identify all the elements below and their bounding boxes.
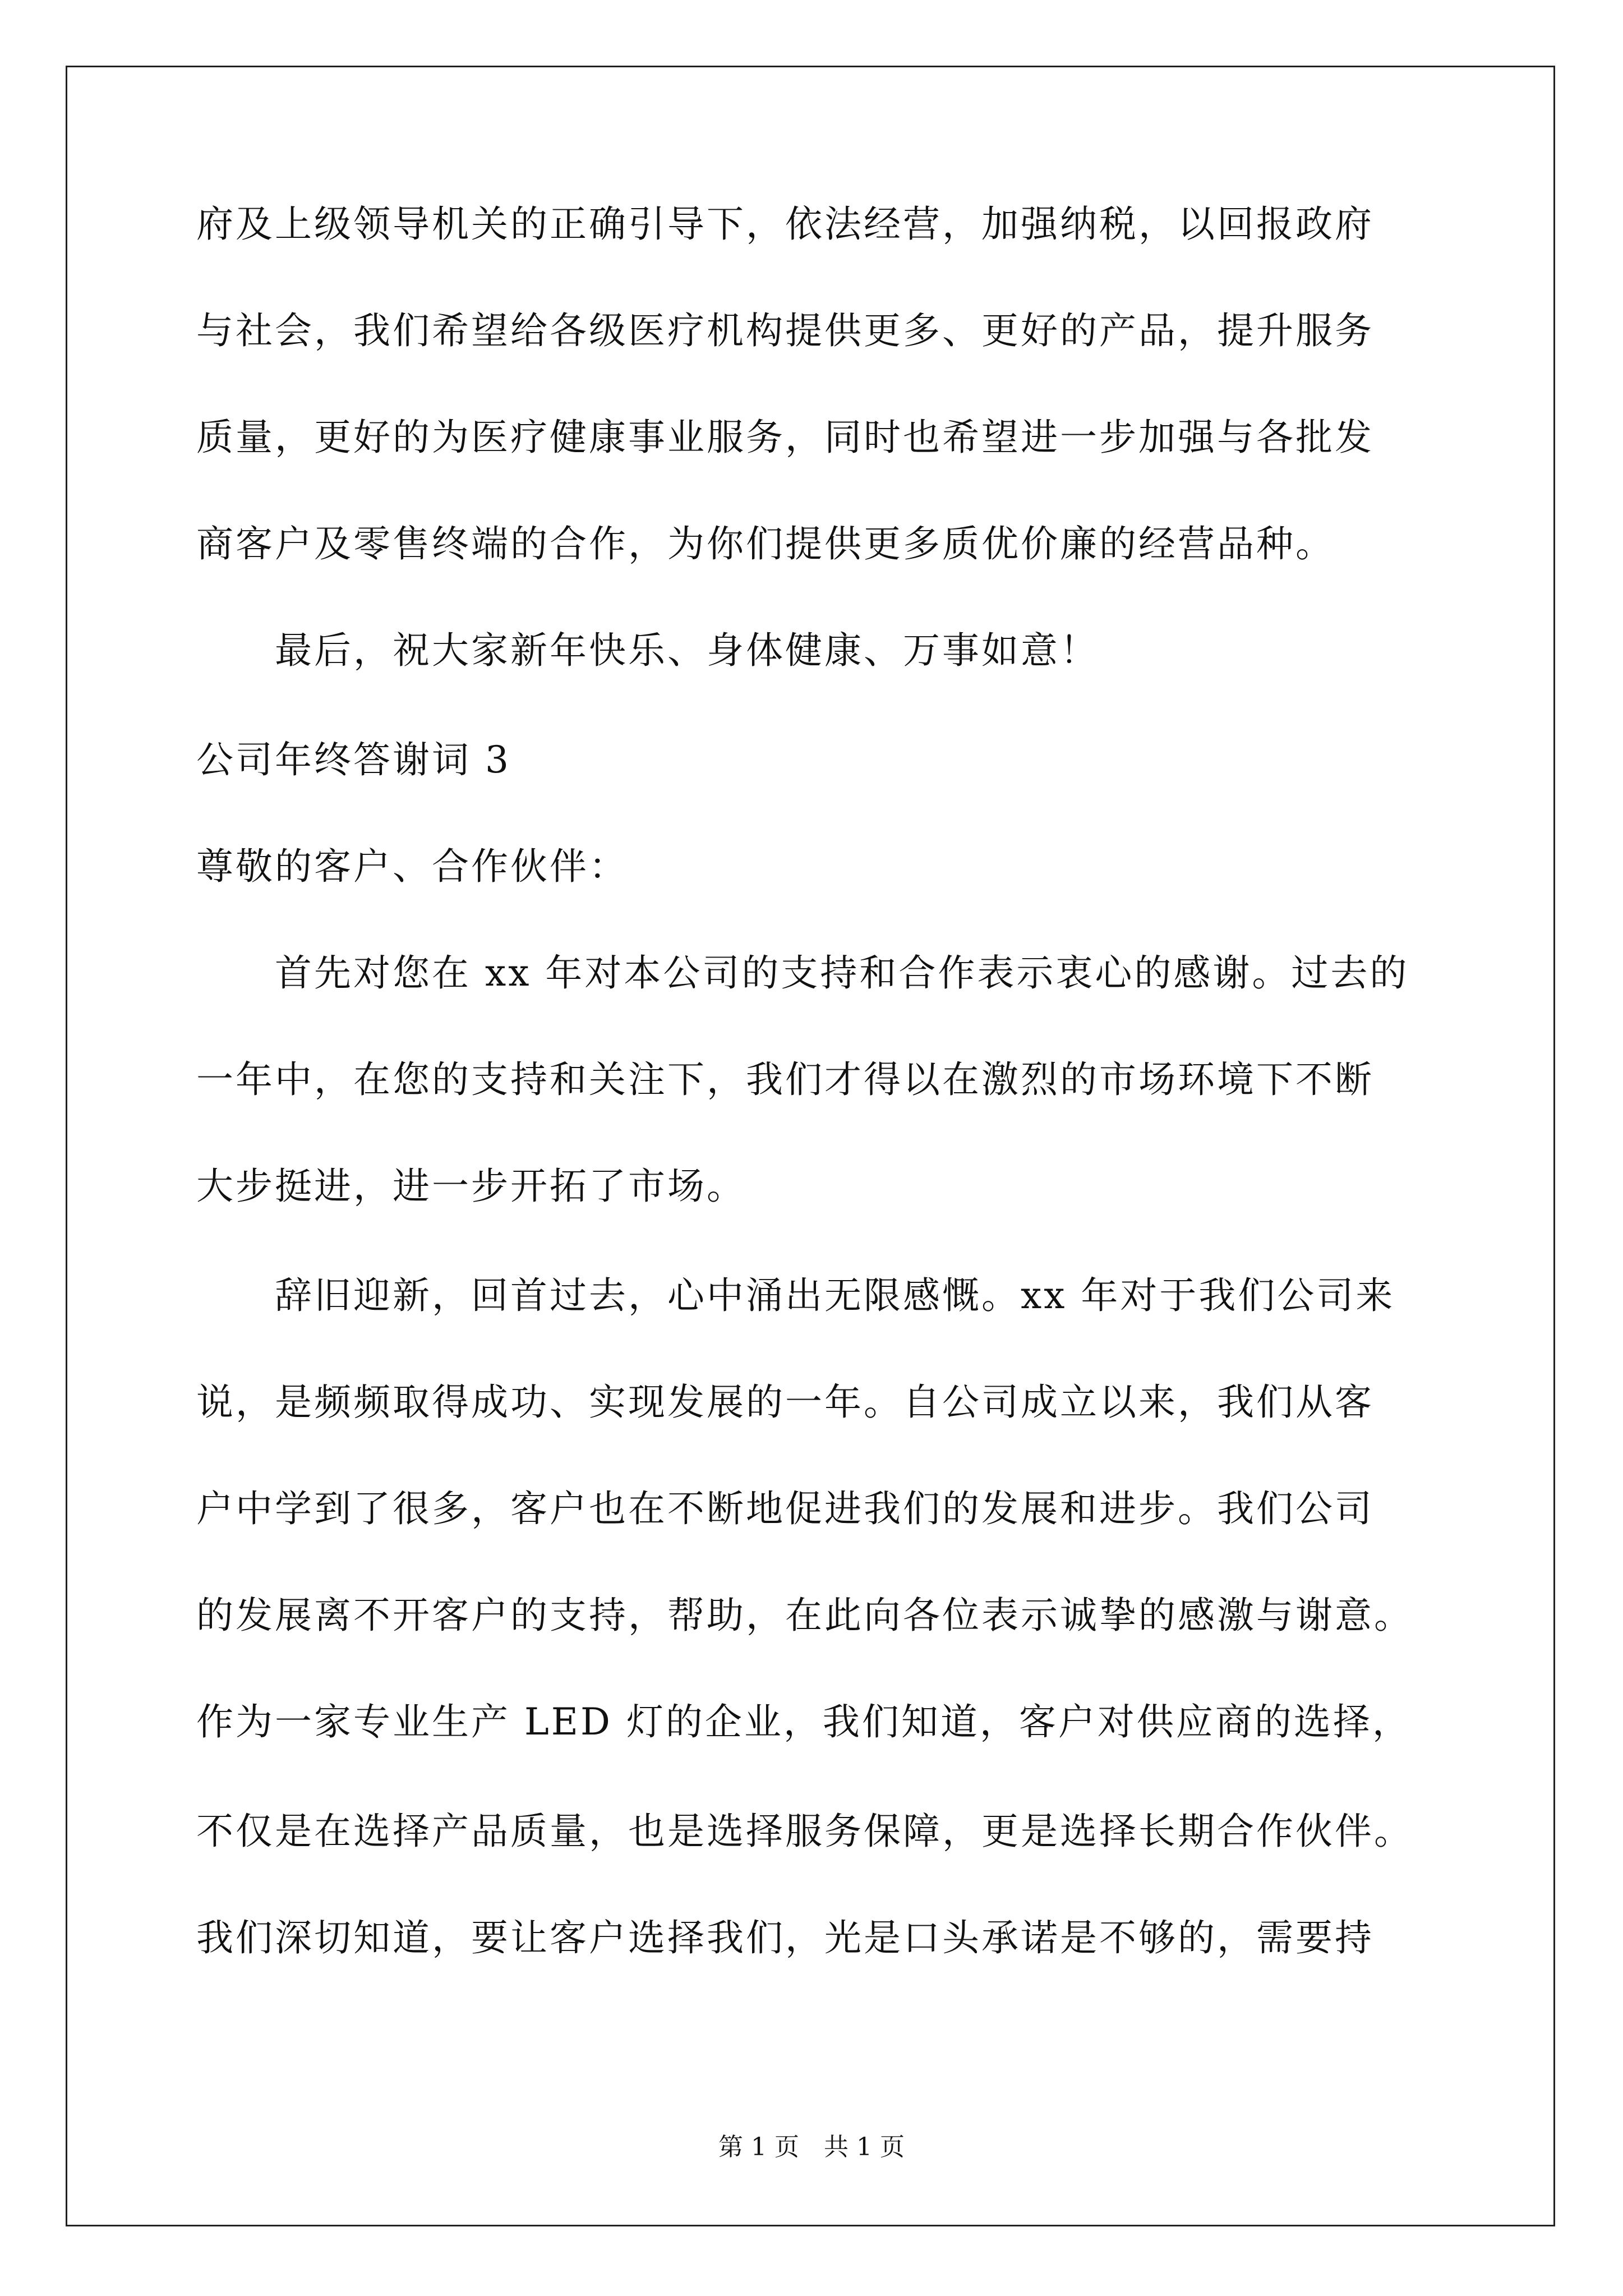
paragraph-line: 说，是频频取得成功、实现发展的一年。自公司成立以来，我们从客: [196, 1381, 1374, 1424]
section-title: 公司年终答谢词 3: [196, 738, 511, 781]
paragraph-line: 辞旧迎新，回首过去，心中涌出无限感慨。xx 年对于我们公司来: [275, 1274, 1395, 1317]
paragraph-line: 商客户及零售终端的合作，为你们提供更多质优价廉的经营品种。: [196, 522, 1335, 565]
page-border: [66, 66, 1555, 2226]
page-footer: 第 1 页 共 1 页: [718, 2133, 905, 2161]
paragraph-line: 府及上级领导机关的正确引导下，依法经营，加强纳税，以回报政府: [196, 203, 1374, 246]
paragraph-line: 我们深切知道，要让客户选择我们，光是口头承诺是不够的，需要持: [196, 1916, 1374, 1959]
paragraph-line: 户中学到了很多，客户也在不断地促进我们的发展和进步。我们公司: [196, 1487, 1374, 1530]
paragraph-line: 的发展离不开客户的支持，帮助，在此向各位表示诚挚的感激与谢意。: [196, 1594, 1413, 1637]
salutation: 尊敬的客户、合作伙伴：: [196, 845, 628, 888]
paragraph-line: 质量，更好的为医疗健康事业服务，同时也希望进一步加强与各批发: [196, 416, 1374, 459]
paragraph-line: 作为一家专业生产 LED 灯的企业，我们知道，客户对供应商的选择，: [196, 1700, 1412, 1743]
paragraph-line: 大步挺进，进一步开拓了市场。: [196, 1165, 746, 1208]
paragraph-line: 与社会，我们希望给各级医疗机构提供更多、更好的产品，提升服务: [196, 309, 1374, 352]
paragraph-line: 一年中，在您的支持和关注下，我们才得以在激烈的市场环境下不断: [196, 1058, 1374, 1101]
paragraph-line: 不仅是在选择产品质量，也是选择服务保障，更是选择长期合作伙伴。: [196, 1810, 1413, 1853]
paragraph-line: 首先对您在 xx 年对本公司的支持和合作表示衷心的感谢。过去的: [275, 951, 1409, 995]
paragraph-line: 最后，祝大家新年快乐、身体健康、万事如意！: [275, 629, 1099, 672]
